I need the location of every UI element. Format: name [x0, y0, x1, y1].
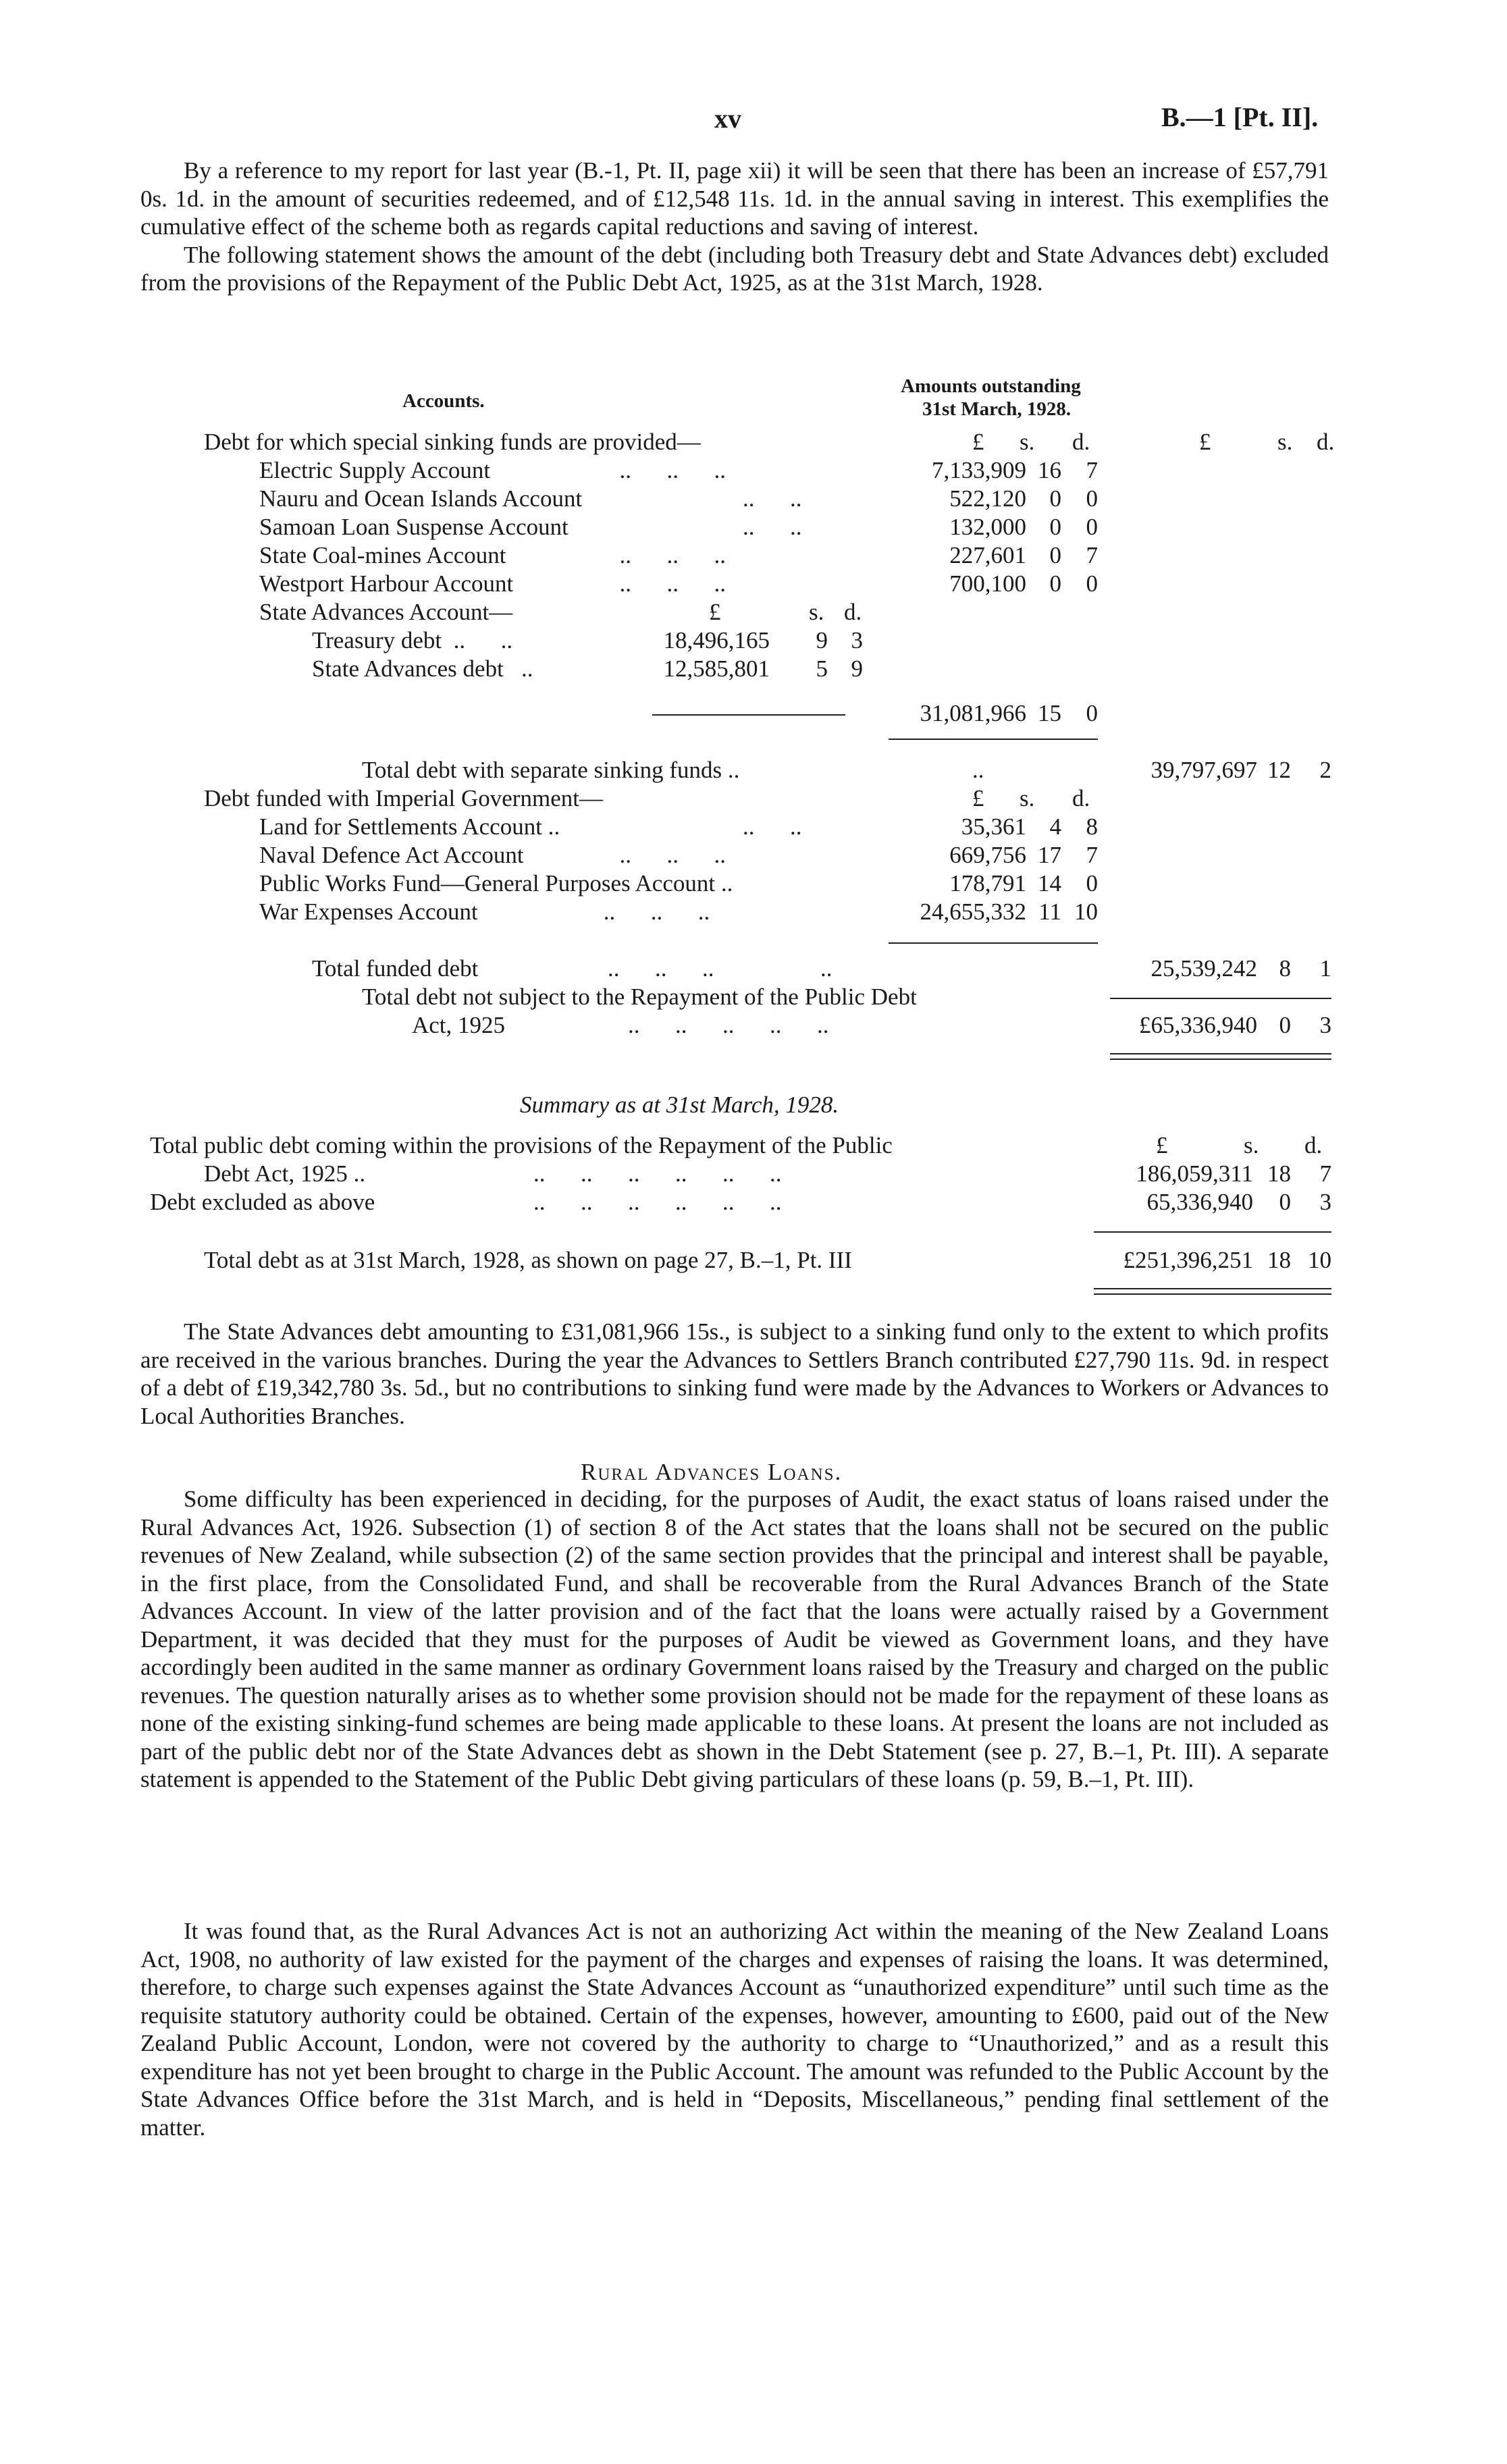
state-advances-total-pounds: 31,081,966 — [920, 700, 1026, 726]
total-excluded-d: 3 — [1319, 1012, 1331, 1038]
table-row-label: Public Works Fund—General Purposes Account .. — [259, 870, 733, 896]
state-advances-s: 5 — [816, 655, 828, 682]
state-advances-s: 9 — [816, 627, 828, 653]
table-row-dots: .. .. .. — [574, 899, 710, 925]
table-cell-d: 0 — [1086, 870, 1098, 896]
table-row-dots: .. .. .. — [608, 542, 726, 568]
table-row-dots: .. .. .. — [608, 570, 726, 597]
state-advances-pounds: 12,585,801 — [663, 655, 770, 682]
summary-total-d: 10 — [1308, 1247, 1331, 1273]
table-cell-s: 0 — [1049, 542, 1061, 568]
table-cell-d: 7 — [1086, 842, 1098, 868]
table-cell-s: 16 — [1038, 457, 1061, 483]
funded-unit-s: s. — [1020, 785, 1035, 811]
intro-paragraph-1: By a reference to my report for last year (B.-1, Pt. II, page xii) it will be seen that there has been an increase of £57,791 0s. 1d. in the amount of securities redeemed, and of £12,548 11s. 1d. in the annual saving in interest. This exemplifies the cumulative effect of the scheme both as regards capital reductions and saving of interest. — [140, 157, 1329, 240]
table-cell-d: 7 — [1086, 457, 1098, 483]
table-row-label: Nauru and Ocean Islands Account — [259, 485, 583, 512]
unit-s-1: s. — [1020, 429, 1035, 455]
state-advances-pounds: 18,496,165 — [663, 627, 770, 653]
sub-unit-s: s. — [809, 599, 824, 625]
col-header-amounts-1: Amounts outstanding — [901, 375, 1081, 397]
body-text-1 — [140, 1318, 1329, 1430]
sub-unit-pound: £ — [709, 599, 721, 625]
body-text-2 — [140, 1485, 1329, 1794]
summary-row1-label-1: Total public debt coming within the provisions of the Repayment of the Public — [150, 1132, 893, 1158]
total-sinking-s: 12 — [1267, 757, 1291, 783]
summary-row1-s: 18 — [1267, 1160, 1291, 1187]
table-row-label: Samoan Loan Suspense Account — [259, 514, 569, 540]
table-cell-d: 0 — [1086, 485, 1098, 512]
summary-row2-label: Debt excluded as above — [150, 1189, 375, 1215]
total-excluded-s: 0 — [1279, 1012, 1291, 1038]
funded-unit-d: d. — [1072, 785, 1090, 811]
table-row-dots: .. .. — [743, 813, 802, 840]
summary-row1-dots: .. .. .. .. .. .. — [533, 1160, 782, 1187]
table-cell-s: 4 — [1049, 813, 1061, 840]
unit-s-2: s. — [1277, 429, 1293, 455]
unit-d-1: d. — [1072, 429, 1090, 455]
table-cell-d: 10 — [1074, 899, 1098, 925]
total-funded-s: 8 — [1279, 955, 1291, 982]
table-row-label: Westport Harbour Account — [259, 570, 514, 597]
intro-paragraph-2: The following statement shows the amount of the debt (including both Treasury debt and State Advances debt) excluded from the provisions of the Repayment of the Public Debt Act, 1925, as at the 31st March, 1928. — [140, 241, 1329, 296]
table-row-label: War Expenses Account — [259, 899, 478, 925]
document-reference: B.—1 [Pt. II]. — [1161, 102, 1319, 132]
page-number: xv — [714, 103, 741, 134]
table-cell-s: 11 — [1038, 899, 1061, 925]
summary-rule — [1094, 1231, 1331, 1233]
sub-unit-d: d. — [844, 599, 862, 625]
table-row-dots: .. .. — [743, 514, 802, 540]
summary-row1-label-2: Debt Act, 1925 .. — [204, 1160, 366, 1187]
summary-total-pounds: £251,396,251 — [1123, 1247, 1253, 1273]
table-cell-pounds: 522,120 — [949, 485, 1026, 512]
state-advances-total-d: 0 — [1086, 700, 1098, 726]
summary-row2-dots: .. .. .. .. .. .. — [533, 1189, 782, 1215]
table-cell-s: 0 — [1049, 570, 1061, 597]
total-funded-label: Total funded debt — [312, 955, 479, 982]
column-rule — [889, 942, 1098, 944]
total-excluded-pounds: £65,336,940 — [1139, 1012, 1257, 1038]
double-rule — [1110, 1053, 1331, 1054]
table-cell-pounds: 700,100 — [949, 570, 1026, 597]
table-cell-pounds: 132,000 — [949, 514, 1026, 540]
table-cell-s: 14 — [1038, 870, 1061, 896]
state-advances-d: 9 — [851, 655, 863, 682]
table-row-label: Land for Settlements Account .. — [259, 813, 560, 840]
body-paragraph-4: Some difficulty has been experienced in deciding, for the purposes of Audit, the exact status of loans raised under the Rural Advances Act, 1926. Subsection (1) of section 8 of the Act states that the loans shall not be secured on the public revenues of New Zealand, while subsection (2) of the same section provides that the principal and interest shall be payable, in the first place, from the Consolidated Fund, and shall be recoverable from the Rural Advances Branch of the State Advances Account. In view of the latter provision and of the fact that the loans were actually raised by a Government Department, it was decided that they must for the purposes of Audit be viewed as Government loans, and they have accordingly been audited in the same manner as ordinary Government loans raised by the Treasury and charged on the public revenues. The question naturally arises as to whether some provision should not be made for the repayment of these loans as none of the existing sinking-fund schemes are being made applicable to these loans. At present the loans are not included as part of the public debt nor of the State Advances debt as shown in the Debt Statement (see p. 27, B.–1, Pt. III). A separate statement is appended to the Statement of the Public Debt giving particulars of these loans (p. 59, B.–1, Pt. III). — [140, 1486, 1329, 1792]
body-paragraph-5: It was found that, as the Rural Advances Act is not an authorizing Act within the meaning of the New Zealand Loans Act, 1908, no authority of law existed for the payment of the charges and expenses of raising the loans. It was determined, therefore, to charge such expenses against the State Advances Account as “unauthorized expenditure” until such time as the requisite statutory authority could be obtained. Certain of the expenses, however, amounting to £600, paid out of the New Zealand Public Account, London, were not covered by the authority to charge to “Unauthorized,” and as a result this expenditure has not yet been brought to charge in the Public Account. The amount was refunded to the Public Account by the State Advances Office before the 31st March, and is held in “Deposits, Miscellaneous,” pending final settlement of the matter. — [140, 1918, 1329, 2141]
col-header-accounts: Accounts. — [402, 390, 485, 412]
table-row-dots: .. .. — [743, 485, 802, 512]
summary-unit-d: d. — [1304, 1132, 1323, 1158]
unit-pound-1: £ — [972, 429, 984, 455]
table-row-dots: .. .. .. — [608, 457, 726, 483]
summary-row2-pounds: 65,336,940 — [1146, 1189, 1253, 1215]
state-advances-label: State Advances Account— — [259, 599, 513, 625]
table-cell-pounds: 7,133,909 — [932, 457, 1026, 483]
total-funded-dots: .. .. .. .. — [608, 955, 832, 982]
table-cell-pounds: 669,756 — [949, 842, 1026, 868]
summary-row2-s: 0 — [1279, 1189, 1291, 1215]
table-row-label: State Coal-mines Account — [259, 542, 506, 568]
table-cell-pounds: 24,655,332 — [920, 899, 1026, 925]
sinking-heading: Debt for which special sinking funds are provided— — [204, 429, 701, 455]
state-advances-row-label: State Advances debt .. — [312, 655, 533, 682]
summary-total-s: 18 — [1267, 1247, 1291, 1273]
double-rule — [1094, 1288, 1331, 1289]
total-funded-d: 1 — [1319, 955, 1331, 982]
col-header-amounts-2: 31st March, 1928. — [922, 398, 1072, 420]
summary-total-label: Total debt as at 31st March, 1928, as shown on page 27, B.–1, Pt. III — [204, 1247, 852, 1273]
total-sinking-label: Total debt with separate sinking funds .. — [362, 757, 740, 783]
double-rule — [1094, 1293, 1331, 1295]
table-cell-s: 0 — [1049, 485, 1061, 512]
unit-pound-2: £ — [1199, 429, 1211, 455]
total-excluded-dots: .. .. .. .. .. — [628, 1012, 829, 1038]
column-rule — [1110, 998, 1331, 999]
body-paragraph-3: The State Advances debt amounting to £31,081,966 15s., is subject to a sinking fund only to the extent to which profits are received in the various branches. During the year the Advances to Settlers Branch contributed £27,790 11s. 9d. in respect of a debt of £19,342,780 3s. 5d., but no contributions to sinking fund were made by the Advances to Workers or Advances to Local Authorities Branches. — [140, 1318, 1329, 1429]
double-rule — [1110, 1059, 1331, 1060]
summary-title: Summary as at 31st March, 1928. — [520, 1092, 839, 1118]
table-row-label: Naval Defence Act Account — [259, 842, 524, 868]
summary-unit-pound: £ — [1156, 1132, 1168, 1158]
body-text-3 — [140, 1917, 1329, 2141]
table-row-dots: .. .. .. — [608, 842, 726, 868]
table-cell-d: 0 — [1086, 514, 1098, 540]
summary-unit-s: s. — [1244, 1132, 1259, 1158]
total-excluded-label-2: Act, 1925 — [412, 1012, 506, 1038]
total-excluded-label-1: Total debt not subject to the Repayment of the Public Debt — [362, 984, 917, 1010]
column-rule — [889, 739, 1098, 740]
subtotal-rule — [652, 714, 845, 716]
table-cell-s: 0 — [1049, 514, 1061, 540]
table-cell-d: 8 — [1086, 813, 1098, 840]
summary-row2-d: 3 — [1319, 1189, 1331, 1215]
table-cell-s: 17 — [1038, 842, 1061, 868]
table-row-label: Electric Supply Account — [259, 457, 491, 483]
intro-text — [140, 157, 1329, 297]
table-cell-pounds: 227,601 — [949, 542, 1026, 568]
total-sinking-dots: .. — [972, 757, 984, 783]
table-cell-pounds: 178,791 — [949, 870, 1026, 896]
total-funded-pounds: 25,539,242 — [1151, 955, 1257, 982]
state-advances-d: 3 — [851, 627, 863, 653]
table-cell-d: 7 — [1086, 542, 1098, 568]
total-sinking-d: 2 — [1319, 757, 1331, 783]
total-sinking-pounds: 39,797,697 — [1151, 757, 1257, 783]
unit-d-2: d. — [1317, 429, 1335, 455]
state-advances-total-s: 15 — [1038, 700, 1061, 726]
funded-unit-pound: £ — [972, 785, 984, 811]
summary-row1-pounds: 186,059,311 — [1136, 1160, 1253, 1187]
table-cell-d: 0 — [1086, 570, 1098, 597]
table-cell-pounds: 35,361 — [961, 813, 1026, 840]
summary-row1-d: 7 — [1319, 1160, 1331, 1187]
state-advances-row-label: Treasury debt .. .. — [312, 627, 513, 653]
rural-advances-heading: Rural Advances Loans. — [581, 1459, 843, 1485]
funded-heading: Debt funded with Imperial Government— — [204, 785, 603, 811]
